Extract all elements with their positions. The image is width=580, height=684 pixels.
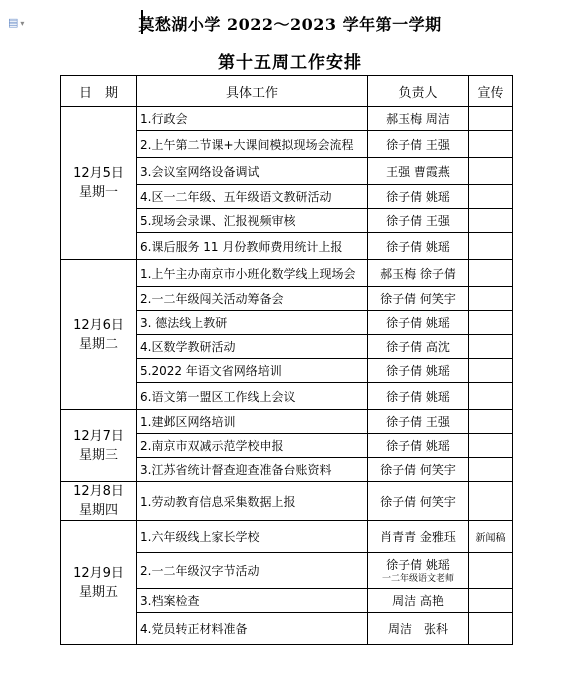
header-task: 具体工作: [137, 76, 368, 107]
responsible-cell: 徐子倩 王强: [368, 410, 469, 434]
responsible-cell: 徐子倩 姚瑶: [368, 383, 469, 410]
table-row: [61, 482, 513, 521]
task-cell: 1.上午主办南京市小班化数学线上现场会: [137, 260, 368, 287]
date-label: 12月8日: [73, 484, 124, 499]
responsible-cell: 徐子倩 何笑宇: [368, 287, 469, 311]
responsible-cell: 徐子倩 高沈: [368, 335, 469, 359]
publicity-cell: [469, 359, 513, 383]
task-cell: 1.行政会: [137, 107, 368, 131]
task-cell: 5.2022 年语文省网络培训: [137, 359, 368, 383]
task-cell: 3.档案检查: [137, 589, 368, 613]
task-cell: 4.区数学教研活动: [137, 335, 368, 359]
publicity-cell: [469, 311, 513, 335]
publicity-cell: [469, 553, 513, 589]
task-cell: 4.党员转正材料准备: [137, 613, 368, 645]
responsible-cell: 周洁 张科: [368, 613, 469, 645]
weekday-label: 星期二: [78, 336, 118, 352]
responsible-cell: 郝玉梅 周洁: [368, 107, 469, 131]
weekday-label: 星期三: [78, 447, 118, 463]
publicity-cell: [469, 209, 513, 233]
responsible-cell: 徐子倩 姚瑶: [368, 434, 469, 458]
date-cell: [61, 107, 137, 260]
date-label: 12月9日: [73, 565, 124, 581]
date-cell: [61, 260, 137, 410]
publicity-cell: [469, 589, 513, 613]
document-title: 莫愁湖小学 2022～2023 学年第一学期: [138, 15, 442, 34]
responsible-cell: 肖青青 金雅珏: [368, 521, 469, 553]
header-date: 日 期: [61, 76, 137, 107]
responsible-cell: 徐子倩 姚瑶: [368, 359, 469, 383]
publicity-cell: [469, 158, 513, 185]
responsible-cell: 徐子倩 姚瑶: [368, 233, 469, 260]
publicity-cell: [469, 185, 513, 209]
publicity-cell: 新闻稿: [469, 521, 513, 553]
date-cell: [61, 410, 137, 482]
responsible-cell: 徐子倩 姚瑶: [368, 185, 469, 209]
publicity-cell: [469, 260, 513, 287]
schedule-table: [60, 75, 513, 645]
task-cell: 5.现场会录课、汇报视频审核: [137, 209, 368, 233]
publicity-cell: [469, 458, 513, 482]
responsible-names: 徐子倩 姚瑶: [386, 557, 450, 572]
responsible-cell: 徐子倩 何笑宇: [368, 482, 469, 521]
document-icon[interactable]: ▤ ▾: [8, 16, 25, 29]
task-cell: 1.劳动教育信息采集数据上报: [137, 482, 368, 521]
publicity-cell: [469, 410, 513, 434]
weekday-label: 星期五: [78, 584, 118, 600]
responsible-note: 一二年级语文老师: [381, 573, 454, 584]
publicity-cell: [469, 434, 513, 458]
date-cell: [61, 482, 137, 521]
task-cell: 3.江苏省统计督查迎查准备台账资料: [137, 458, 368, 482]
task-cell: 6.课后服务 11 月份教师费用统计上报: [137, 233, 368, 260]
table-row: [61, 107, 513, 131]
publicity-cell: [469, 482, 513, 521]
responsible-cell: [368, 553, 469, 589]
weekday-label: 星期一: [78, 185, 118, 200]
weekday-label: 星期四: [78, 503, 118, 518]
publicity-cell: [469, 131, 513, 158]
responsible-cell: 徐子倩 王强: [368, 131, 469, 158]
task-cell: 2.上午第二节课+大课间模拟现场会流程: [137, 131, 368, 158]
header-publicity: 宣传: [469, 76, 513, 107]
document-subtitle: 第十五周工作安排: [218, 53, 362, 73]
publicity-cell: [469, 287, 513, 311]
date-label: 12月7日: [73, 428, 124, 444]
responsible-cell: 徐子倩 何笑宇: [368, 458, 469, 482]
publicity-cell: [469, 107, 513, 131]
task-cell: 2.南京市双减示范学校申报: [137, 434, 368, 458]
publicity-cell: [469, 383, 513, 410]
task-cell: 1.建邺区网络培训: [137, 410, 368, 434]
task-cell: 3.会议室网络设备调试: [137, 158, 368, 185]
responsible-cell: 徐子倩 姚瑶: [368, 311, 469, 335]
table-row: [61, 260, 513, 287]
task-cell: 6.语文第一盟区工作线上会议: [137, 383, 368, 410]
task-cell: 4.区一二年级、五年级语文教研活动: [137, 185, 368, 209]
task-cell: 3. 德法线上教研: [137, 311, 368, 335]
task-cell: 2.一二年级闯关活动筹备会: [137, 287, 368, 311]
table-row: [61, 521, 513, 553]
publicity-cell: [469, 233, 513, 260]
task-cell: 1.六年级线上家长学校: [137, 521, 368, 553]
table-row: [61, 410, 513, 434]
publicity-cell: [469, 613, 513, 645]
responsible-cell: 周洁 高艳: [368, 589, 469, 613]
date-label: 12月6日: [73, 317, 124, 333]
responsible-cell: 徐子倩 王强: [368, 209, 469, 233]
task-cell: 2.一二年级汉字节活动: [137, 553, 368, 589]
responsible-cell: 王强 曹霞燕: [368, 158, 469, 185]
responsible-cell: 郝玉梅 徐子倩: [368, 260, 469, 287]
date-cell: [61, 521, 137, 645]
header-responsible: 负责人: [368, 76, 469, 107]
date-label: 12月5日: [73, 166, 124, 181]
publicity-cell: [469, 335, 513, 359]
dropdown-caret-icon[interactable]: ▾: [20, 19, 25, 28]
table-header-row: [61, 76, 513, 107]
